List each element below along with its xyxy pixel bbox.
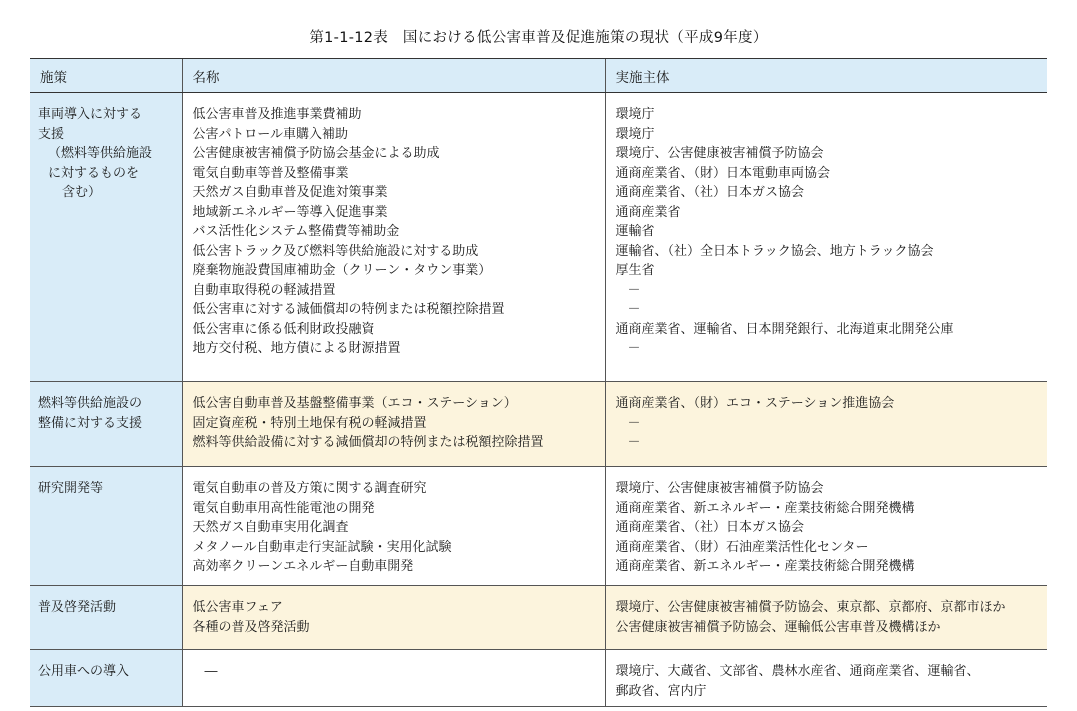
- table-row: [30, 650, 1047, 707]
- category-label: 燃料等供給施設の: [38, 396, 143, 411]
- category-label: 車両導入に対する: [38, 107, 143, 122]
- measure-name: 電気自動車等普及整備事業: [192, 165, 349, 181]
- category-cell: [30, 650, 182, 707]
- measure-name: 地域新エネルギー等導入促進事業: [192, 204, 388, 220]
- agents-cell: [605, 93, 1047, 382]
- category-label: に対するものを: [48, 165, 140, 181]
- measure-name: メタノール自動車走行実証試験・実用化試験: [192, 539, 452, 555]
- implementing-body: 運輸省、（社）全日本トラック協会、地方トラック協会: [615, 243, 934, 259]
- implementing-body: 環境庁: [615, 107, 655, 122]
- header-row: [30, 59, 1047, 93]
- measure-name: 廃棄物施設費国庫補助金（クリーン・タウン事業）: [192, 263, 492, 278]
- measure-name: 低公害車フェア: [192, 600, 283, 615]
- implementing-body: 環境庁、公害健康被害補償予防協会、東京都、京都府、京都市ほか: [615, 600, 1006, 615]
- header-agent: 実施主体: [605, 59, 1047, 93]
- implementing-body: 通商産業省、（財）日本電動車両協会: [615, 165, 831, 181]
- implementing-body: －: [627, 415, 641, 431]
- measure-name: バス活性化システム整備費等補助金: [192, 224, 400, 239]
- implementing-body: 厚生省: [615, 263, 655, 278]
- category-label: 研究開発等: [38, 481, 104, 496]
- category-label: 普及啓発活動: [38, 600, 117, 615]
- implementing-body: 通商産業省、（財）石油産業活性化センター: [615, 539, 869, 555]
- measure-name: 天然ガス自動車普及促進対策事業: [192, 185, 388, 200]
- implementing-body: 通商産業省: [615, 204, 681, 220]
- category-label: 含む）: [62, 185, 102, 200]
- implementing-body: 通商産業省、（社）日本ガス協会: [615, 520, 805, 535]
- policy-table: [30, 58, 1047, 707]
- measure-name: 燃料等供給設備に対する減価償却の特例または税額控除措置: [192, 435, 544, 450]
- implementing-body: 環境庁、大蔵省、文部省、農林水産省、通商産業省、運輸省、: [615, 664, 980, 679]
- names-cell: [182, 93, 605, 382]
- implementing-body: 郵政省、宮内庁: [615, 683, 707, 699]
- measure-name: 高効率クリーンエネルギー自動車開発: [192, 559, 414, 574]
- measure-name: 電気自動車の普及方策に関する調査研究: [192, 481, 427, 496]
- agents-cell: [605, 650, 1047, 707]
- category-label: 公用車への導入: [38, 664, 130, 679]
- header-policy: 施策: [30, 59, 182, 93]
- category-cell: [30, 586, 182, 650]
- table-row: [30, 382, 1047, 467]
- table-row: [30, 586, 1047, 650]
- category-label: 支援: [38, 126, 65, 142]
- measure-name: 自動車取得税の軽減措置: [192, 282, 336, 298]
- category-label: （燃料等供給施設: [48, 146, 153, 161]
- measure-name: 低公害自動車普及基盤整備事業（エコ・ステーション）: [192, 396, 517, 411]
- implementing-body: 環境庁: [615, 126, 655, 142]
- table-row: [30, 93, 1047, 382]
- table-row: [30, 467, 1047, 586]
- measure-name: 各種の普及啓発活動: [192, 619, 310, 635]
- agents-cell: [605, 382, 1047, 467]
- implementing-body: －: [627, 302, 641, 317]
- implementing-body: 運輸省: [615, 224, 655, 239]
- measure-name: 公害健康被害補償予防協会基金による助成: [192, 146, 440, 161]
- table-title: 第1-1-12表 国における低公害車普及促進施策の現状（平成9年度）: [309, 30, 768, 46]
- measure-name: 公害パトロール車購入補助: [192, 126, 348, 142]
- measure-name: 地方交付税、地方債による財源措置: [192, 341, 401, 356]
- implementing-body: 通商産業省、（社）日本ガス協会: [615, 185, 805, 200]
- implementing-body: 通商産業省、新エネルギー・産業技術総合開発機構: [615, 559, 915, 574]
- category-cell: [30, 93, 182, 382]
- category-label: 整備に対する支援: [38, 415, 143, 431]
- implementing-body: 環境庁、公害健康被害補償予防協会: [615, 146, 824, 161]
- implementing-body: －: [627, 435, 641, 450]
- measure-name: 低公害車に対する減価償却の特例または税額控除措置: [192, 302, 505, 317]
- measure-name: 低公害車普及推進事業費補助: [192, 107, 362, 122]
- implementing-body: 公害健康被害補償予防協会、運輸低公害車普及機構ほか: [615, 619, 941, 635]
- header-name: 名称: [182, 59, 605, 93]
- implementing-body: 通商産業省、（財）エコ・ステーション推進協会: [615, 396, 895, 411]
- implementing-body: －: [627, 341, 641, 356]
- measure-name: 天然ガス自動車実用化調査: [192, 520, 349, 535]
- agents-cell: [605, 467, 1047, 586]
- measure-name: 低公害車に係る低利財政投融資: [192, 321, 375, 337]
- measure-name: ―: [204, 664, 218, 679]
- measure-name: 電気自動車用高性能電池の開発: [192, 500, 375, 516]
- names-cell: [182, 382, 605, 467]
- agents-cell: [605, 586, 1047, 650]
- names-cell: [182, 650, 605, 707]
- measure-name: 固定資産税・特別土地保有税の軽減措置: [192, 415, 427, 431]
- category-cell: [30, 467, 182, 586]
- implementing-body: 通商産業省、新エネルギー・産業技術総合開発機構: [615, 500, 915, 516]
- category-cell: [30, 382, 182, 467]
- names-cell: [182, 586, 605, 650]
- implementing-body: －: [627, 282, 641, 298]
- implementing-body: 通商産業省、運輸省、日本開発銀行、北海道東北開発公庫: [615, 321, 954, 337]
- implementing-body: 環境庁、公害健康被害補償予防協会: [615, 481, 824, 496]
- names-cell: [182, 467, 605, 586]
- measure-name: 低公害トラック及び燃料等供給施設に対する助成: [192, 243, 479, 259]
